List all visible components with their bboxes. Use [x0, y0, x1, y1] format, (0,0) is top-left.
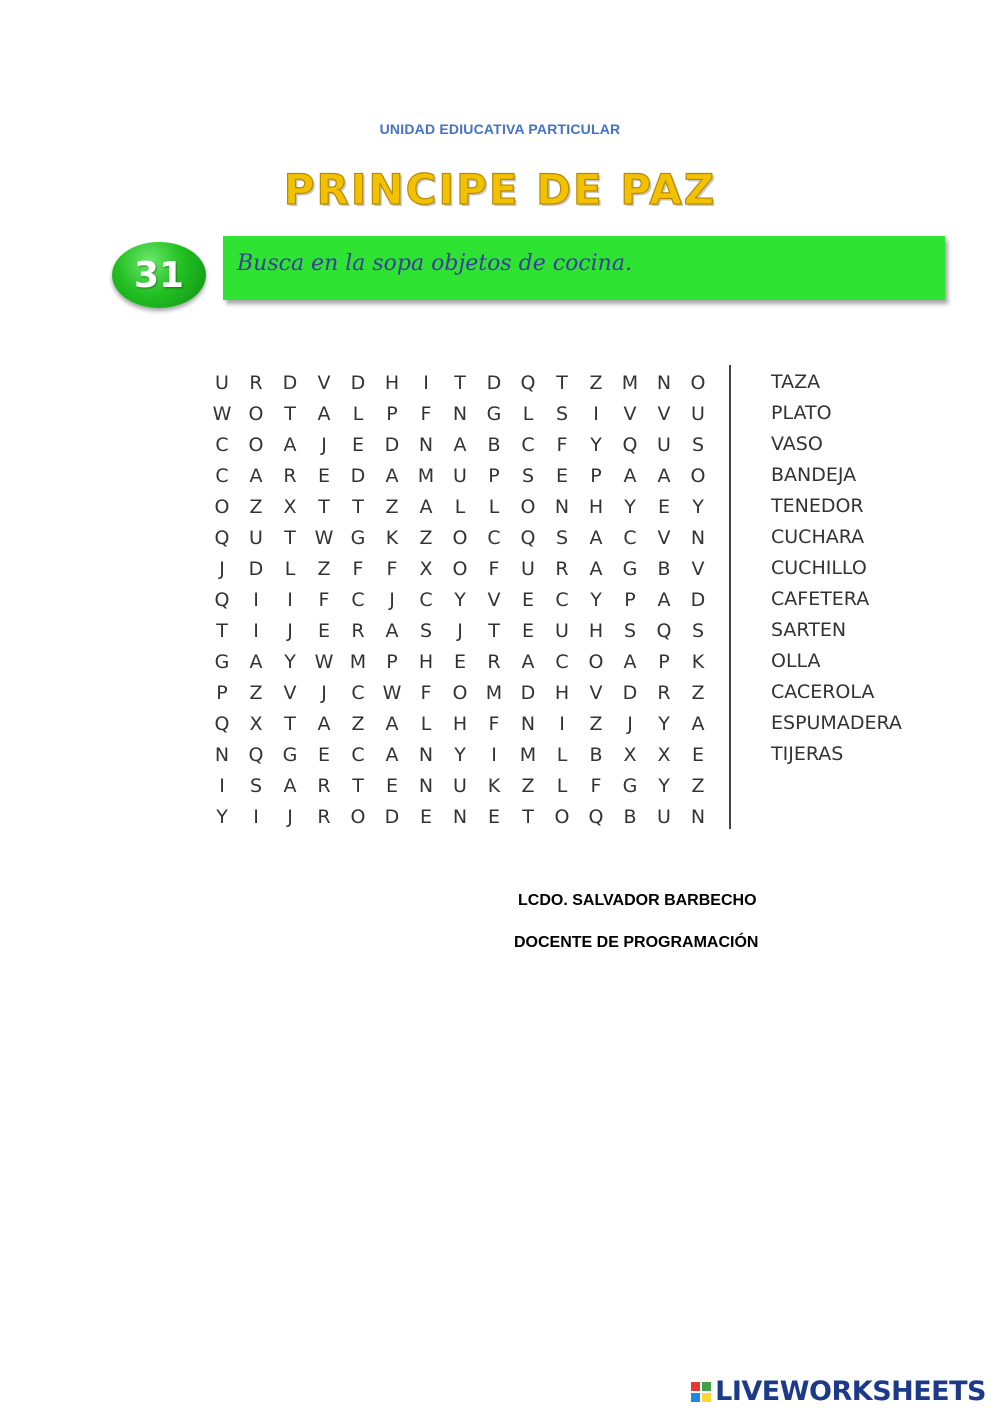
grid-cell[interactable]: L [352, 402, 364, 425]
grid-cell[interactable]: R [317, 774, 331, 797]
grid-cell[interactable]: J [389, 588, 395, 611]
grid-cell[interactable]: O [248, 402, 264, 425]
grid-cell[interactable]: E [317, 743, 330, 766]
grid-cell[interactable]: N [690, 526, 706, 549]
grid-cell[interactable]: N [418, 774, 434, 797]
grid-cell[interactable]: Y [658, 712, 670, 735]
grid-cell[interactable]: Z [249, 495, 263, 518]
grid-cell[interactable]: V [623, 402, 637, 425]
grid-cell[interactable]: A [385, 743, 399, 766]
grid-cell[interactable]: S [555, 402, 569, 425]
grid-cell[interactable]: A [623, 650, 637, 673]
grid-cell[interactable]: R [657, 681, 671, 704]
grid-cell[interactable]: O [350, 805, 366, 828]
grid-cell[interactable]: O [452, 681, 468, 704]
grid-cell[interactable]: N [690, 805, 706, 828]
grid-cell[interactable]: H [384, 371, 400, 394]
grid-cell[interactable]: C [215, 464, 229, 487]
grid-cell[interactable]: B [623, 805, 637, 828]
grid-cell[interactable]: E [453, 650, 466, 673]
grid-cell[interactable]: L [556, 743, 568, 766]
grid-cell[interactable]: R [317, 805, 331, 828]
grid-cell[interactable]: E [555, 464, 568, 487]
grid-cell[interactable]: V [317, 371, 331, 394]
grid-cell[interactable]: F [488, 712, 500, 735]
grid-cell[interactable]: N [418, 433, 434, 456]
grid-cell[interactable]: T [556, 371, 568, 394]
grid-cell[interactable]: Z [385, 495, 399, 518]
grid-cell[interactable]: R [283, 464, 297, 487]
grid-cell[interactable]: X [657, 743, 671, 766]
grid-cell[interactable]: I [423, 371, 429, 394]
grid-cell[interactable]: A [385, 464, 399, 487]
grid-cell[interactable]: V [691, 557, 705, 580]
grid-cell[interactable]: F [590, 774, 602, 797]
grid-cell[interactable]: L [454, 495, 466, 518]
grid-cell[interactable]: C [623, 526, 637, 549]
grid-cell[interactable]: T [522, 805, 534, 828]
grid-cell[interactable]: D [384, 433, 400, 456]
grid-cell[interactable]: H [452, 712, 468, 735]
grid-cell[interactable]: Z [691, 681, 705, 704]
grid-cell[interactable]: S [555, 526, 569, 549]
grid-cell[interactable]: V [657, 402, 671, 425]
grid-cell[interactable]: G [282, 743, 298, 766]
grid-cell[interactable]: E [657, 495, 670, 518]
grid-cell[interactable]: P [216, 681, 228, 704]
school-name: UNIDAD EDIUCATIVA PARTICULAR [379, 121, 621, 137]
grid-cell[interactable]: Z [351, 712, 365, 735]
grid-cell[interactable]: O [520, 495, 536, 518]
grid-cell[interactable]: G [622, 774, 638, 797]
grid-cell[interactable]: C [215, 433, 229, 456]
logo-icon-square [701, 1392, 712, 1403]
grid-cell[interactable]: C [351, 681, 365, 704]
grid-cell[interactable]: B [487, 433, 501, 456]
grid-cell[interactable]: S [249, 774, 263, 797]
grid-cell[interactable]: M [349, 650, 367, 673]
grid-cell[interactable]: U [555, 619, 569, 642]
grid-cell[interactable]: A [385, 712, 399, 735]
word-list-item: CACEROLA [771, 681, 875, 703]
grid-cell[interactable]: P [386, 402, 398, 425]
word-list [771, 367, 902, 770]
grid-cell[interactable]: U [521, 557, 535, 580]
grid-cell[interactable]: O [452, 526, 468, 549]
grid-cell[interactable]: Z [521, 774, 535, 797]
grid-cell[interactable]: I [593, 402, 599, 425]
grid-cell[interactable]: C [419, 588, 433, 611]
grid-cell[interactable]: A [657, 464, 671, 487]
grid-cell[interactable]: R [351, 619, 365, 642]
grid-cell[interactable]: T [318, 495, 330, 518]
logo-icon-square [690, 1392, 701, 1403]
grid-cell[interactable]: E [317, 464, 330, 487]
grid-cell[interactable]: N [520, 712, 536, 735]
grid-cell[interactable]: Z [589, 712, 603, 735]
grid-cell[interactable]: A [317, 402, 331, 425]
grid-cell[interactable]: Z [691, 774, 705, 797]
grid-cell[interactable]: T [352, 495, 364, 518]
grid-cell[interactable]: Q [588, 805, 604, 828]
grid-cell[interactable]: P [624, 588, 636, 611]
grid-cell[interactable]: K [385, 526, 399, 549]
grid-cell[interactable]: Q [520, 526, 536, 549]
grid-cell[interactable]: D [690, 588, 706, 611]
grid-cell[interactable]: D [520, 681, 536, 704]
word-list-item: PLATO [771, 402, 832, 424]
grid-cell[interactable]: G [486, 402, 502, 425]
grid-cell[interactable]: X [283, 495, 297, 518]
grid-cell[interactable]: T [284, 712, 296, 735]
word-list-item: VASO [771, 433, 823, 455]
grid-cell[interactable]: L [522, 402, 534, 425]
grid-cell[interactable]: S [521, 464, 535, 487]
grid-cell[interactable]: T [284, 526, 296, 549]
grid-cell[interactable]: J [287, 805, 293, 828]
logo-icon-square [701, 1381, 712, 1392]
grid-cell[interactable]: Y [590, 433, 602, 456]
grid-cell[interactable]: Q [622, 433, 638, 456]
grid-cell[interactable]: U [215, 371, 229, 394]
grid-cell[interactable]: U [249, 526, 263, 549]
grid-cell[interactable]: X [623, 743, 637, 766]
grid-cell[interactable]: A [283, 774, 297, 797]
grid-cell[interactable]: L [284, 557, 296, 580]
grid-cell[interactable]: I [491, 743, 497, 766]
grid-cell[interactable]: Y [692, 495, 704, 518]
word-list-item: TIJERAS [771, 743, 844, 765]
grid-cell[interactable]: E [691, 743, 704, 766]
grid-cell[interactable]: H [588, 495, 604, 518]
grid-cell[interactable]: V [487, 588, 501, 611]
grid-cell[interactable]: W [314, 526, 334, 549]
grid-cell[interactable]: A [589, 526, 603, 549]
grid-cell[interactable]: P [658, 650, 670, 673]
grid-cell[interactable]: R [555, 557, 569, 580]
grid-cell[interactable]: B [589, 743, 603, 766]
grid-cell[interactable]: F [352, 557, 364, 580]
exercise-number-badge: 31 [112, 242, 206, 308]
grid-cell[interactable]: A [249, 650, 263, 673]
grid-cell[interactable]: I [253, 588, 259, 611]
grid-cell[interactable]: W [212, 402, 232, 425]
grid-cell[interactable]: P [386, 650, 398, 673]
grid-cell[interactable]: F [488, 557, 500, 580]
grid-cell[interactable]: M [417, 464, 435, 487]
teacher-role: DOCENTE DE PROGRAMACIÓN [514, 934, 759, 951]
grid-cell[interactable]: C [351, 743, 365, 766]
grid-cell[interactable]: D [486, 371, 502, 394]
grid-cell[interactable]: K [487, 774, 501, 797]
grid-cell[interactable]: U [453, 464, 467, 487]
grid-cell[interactable]: Y [624, 495, 636, 518]
teacher-name: LCDO. SALVADOR BARBECHO [518, 892, 757, 909]
grid-cell[interactable]: T [284, 402, 296, 425]
liveworksheets-logo-icon [690, 1381, 712, 1403]
grid-cell[interactable]: M [519, 743, 537, 766]
logo-icon-square [690, 1381, 701, 1392]
grid-cell[interactable]: C [487, 526, 501, 549]
grid-cell[interactable]: J [219, 557, 225, 580]
grid-cell[interactable]: U [691, 402, 705, 425]
word-list-item: TENEDOR [771, 495, 864, 517]
grid-cell[interactable]: U [453, 774, 467, 797]
grid-cell[interactable]: F [420, 402, 432, 425]
grid-cell[interactable]: M [485, 681, 503, 704]
grid-cell[interactable]: A [419, 495, 433, 518]
word-list-item: CAFETERA [771, 588, 870, 610]
grid-cell[interactable]: D [248, 557, 264, 580]
word-list-item: CUCHILLO [771, 557, 867, 579]
grid-cell[interactable]: A [453, 433, 467, 456]
word-list-item: SARTEN [771, 619, 847, 641]
grid-cell[interactable]: O [214, 495, 230, 518]
grid-cell[interactable]: I [253, 619, 259, 642]
grid-cell[interactable]: K [691, 650, 705, 673]
grid-cell[interactable]: E [521, 588, 534, 611]
grid-cell[interactable]: Z [249, 681, 263, 704]
grid-cell[interactable]: A [385, 619, 399, 642]
page-title: PRINCIPE DE PAZ [283, 165, 717, 214]
grid-cell[interactable]: E [521, 619, 534, 642]
grid-cell[interactable]: Z [589, 371, 603, 394]
grid-cell[interactable]: O [452, 557, 468, 580]
word-list-item: CUCHARA [771, 526, 865, 548]
grid-cell[interactable]: L [420, 712, 432, 735]
grid-cell[interactable]: S [691, 619, 705, 642]
grid-cell[interactable]: A [657, 588, 671, 611]
grid-cell[interactable]: P [488, 464, 500, 487]
liveworksheets-logo[interactable] [690, 1376, 986, 1407]
grid-cell[interactable]: V [283, 681, 297, 704]
grid-cell[interactable]: T [216, 619, 228, 642]
grid-cell[interactable]: G [214, 650, 230, 673]
grid-cell[interactable]: S [691, 433, 705, 456]
grid-cell[interactable]: J [321, 681, 327, 704]
grid-cell[interactable]: Y [216, 805, 228, 828]
grid-cell[interactable]: D [282, 371, 298, 394]
grid-cell[interactable]: D [384, 805, 400, 828]
grid-cell[interactable]: F [318, 588, 330, 611]
grid-cell[interactable]: Q [214, 588, 230, 611]
grid-cell[interactable]: D [350, 371, 366, 394]
grid-cell[interactable]: E [487, 805, 500, 828]
grid-cell[interactable]: N [452, 805, 468, 828]
grid-divider [729, 365, 731, 829]
grid-cell[interactable]: J [627, 712, 633, 735]
grid-cell[interactable]: N [214, 743, 230, 766]
grid-cell[interactable]: A [283, 433, 297, 456]
grid-cell[interactable]: H [554, 681, 570, 704]
grid-cell[interactable]: F [420, 681, 432, 704]
grid-cell[interactable]: G [622, 557, 638, 580]
grid-cell[interactable]: P [590, 464, 602, 487]
grid-cell[interactable]: Y [590, 588, 602, 611]
grid-cell[interactable]: Y [658, 774, 670, 797]
grid-cell[interactable]: I [219, 774, 225, 797]
grid-cell[interactable]: U [657, 805, 671, 828]
grid-cell[interactable]: E [419, 805, 432, 828]
grid-cell[interactable]: J [457, 619, 463, 642]
grid-cell[interactable]: F [556, 433, 568, 456]
logo-text: LIVEWORKSHEETS [715, 1376, 986, 1407]
grid-cell[interactable]: L [488, 495, 500, 518]
grid-cell[interactable]: O [690, 464, 706, 487]
grid-cell[interactable]: Q [656, 619, 672, 642]
grid-cell[interactable]: A [691, 712, 705, 735]
grid-cell[interactable]: T [352, 774, 364, 797]
grid-cell[interactable]: Y [284, 650, 296, 673]
grid-cell[interactable]: B [657, 557, 671, 580]
grid-cell[interactable]: J [287, 619, 293, 642]
grid-cell[interactable]: V [657, 526, 671, 549]
word-list-item: ESPUMADERA [771, 712, 902, 734]
grid-cell[interactable]: W [314, 650, 334, 673]
grid-cell[interactable]: N [554, 495, 570, 518]
grid-cell[interactable]: L [556, 774, 568, 797]
instruction-text: Busca en la sopa objetos de cocina. [237, 251, 632, 276]
grid-cell[interactable]: I [253, 805, 259, 828]
grid-cell[interactable]: A [623, 464, 637, 487]
grid-cell[interactable]: F [386, 557, 398, 580]
grid-cell[interactable]: V [589, 681, 603, 704]
grid-cell[interactable]: C [555, 588, 569, 611]
grid-cell[interactable]: C [521, 433, 535, 456]
grid-cell[interactable]: O [690, 371, 706, 394]
grid-cell[interactable]: A [249, 464, 263, 487]
grid-cell[interactable]: H [588, 619, 604, 642]
grid-cell[interactable]: N [656, 371, 672, 394]
grid-cell[interactable]: E [385, 774, 398, 797]
grid-cell[interactable]: X [419, 557, 433, 580]
grid-cell[interactable]: O [588, 650, 604, 673]
grid-cell[interactable]: O [554, 805, 570, 828]
instruction-banner [223, 236, 945, 300]
grid-cell[interactable]: S [623, 619, 637, 642]
grid-cell[interactable]: I [287, 588, 293, 611]
grid-cell[interactable]: G [350, 526, 366, 549]
word-list-item: BANDEJA [771, 464, 857, 486]
grid-cell[interactable]: N [452, 402, 468, 425]
grid-cell[interactable]: T [488, 619, 500, 642]
word-list-item: OLLA [771, 650, 821, 672]
grid-cell[interactable]: M [621, 371, 639, 394]
grid-cell[interactable]: X [249, 712, 263, 735]
grid-cell[interactable]: A [317, 712, 331, 735]
grid-cell[interactable]: Y [454, 743, 466, 766]
grid-cell[interactable]: Z [317, 557, 331, 580]
grid-cell[interactable]: H [418, 650, 434, 673]
grid-cell[interactable]: Q [214, 712, 230, 735]
grid-cell[interactable]: Q [248, 743, 264, 766]
grid-cell[interactable]: C [555, 650, 569, 673]
grid-cell[interactable]: D [622, 681, 638, 704]
grid-cell[interactable]: C [351, 588, 365, 611]
grid-cell[interactable]: I [559, 712, 565, 735]
grid-cell[interactable]: R [487, 650, 501, 673]
word-list-item: TAZA [771, 371, 821, 393]
grid-cell[interactable]: U [657, 433, 671, 456]
grid-cell[interactable]: Q [214, 526, 230, 549]
grid-cell[interactable]: T [454, 371, 466, 394]
grid-cell[interactable]: A [521, 650, 535, 673]
grid-cell[interactable]: E [351, 433, 364, 456]
grid-cell[interactable]: D [350, 464, 366, 487]
grid-cell[interactable]: Q [520, 371, 536, 394]
grid-cell[interactable]: A [589, 557, 603, 580]
grid-cell[interactable]: S [419, 619, 433, 642]
grid-cell[interactable]: E [317, 619, 330, 642]
word-search-grid [205, 367, 715, 832]
grid-cell[interactable]: Z [419, 526, 433, 549]
grid-cell[interactable]: R [249, 371, 263, 394]
grid-cell[interactable]: O [248, 433, 264, 456]
grid-cell[interactable]: W [382, 681, 402, 704]
grid-cell[interactable]: N [418, 743, 434, 766]
grid-cell[interactable]: J [321, 433, 327, 456]
grid-cell[interactable]: Y [454, 588, 466, 611]
